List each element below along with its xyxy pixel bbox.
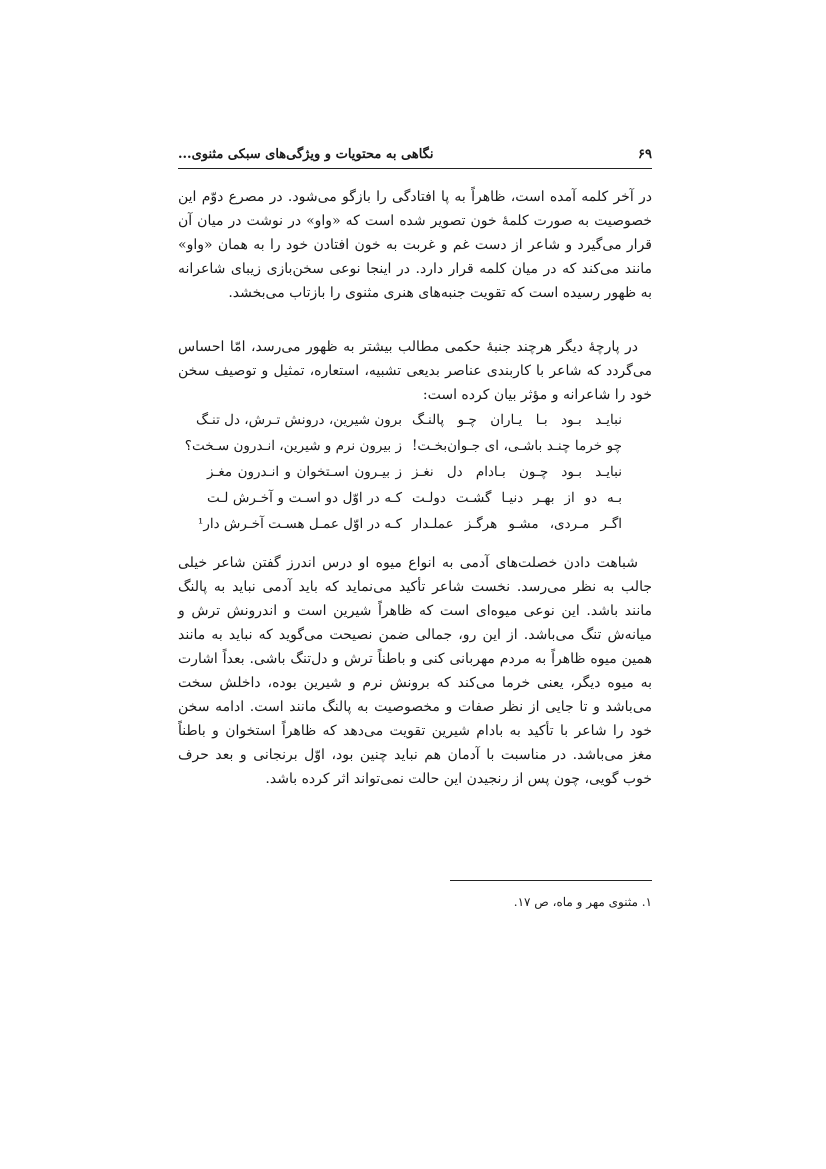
poem-hemistich-second: ز بیـرون اسـتخوان و انـدرون مغـز — [207, 464, 402, 480]
poem-hemistich-first: بـه دو از بهـر دنیـا گشـت دولـت — [412, 490, 622, 506]
poem-hemistich-first: نبایـد بـود چـون بـادام دل نغـز — [412, 464, 622, 480]
poem-hemistich-first: نبایـد بـود بـا یـاران چـو پالنـگ — [412, 412, 622, 428]
paragraph-2: در پارچهٔ دیگر هرچند جنبهٔ حکمی مطالب بیشتر به ظهور می‌رسد، امّا احساس می‌گردد که شاعر با کاربندی عناصر بدیعی تشبیه، استعاره، تمثیل و توصیف سخن خود را شاعرانه و مؤثر بیان کرده است: — [178, 339, 652, 403]
poem-hemistich-second: ز بیرون نرم و شیرین، انـدرون سـخت؟ — [184, 438, 402, 454]
page-number: ۶۹ — [638, 146, 652, 162]
poem-hemistich-second: کـه در اوّل عمـل هسـت آخـرش دار¹ — [197, 516, 402, 532]
header-divider — [178, 168, 652, 169]
book-page — [178, 0, 652, 1169]
footnote: ۱. مثنوی مهر و ماه، ص ۱۷. — [513, 895, 652, 909]
poem-hemistich-second: برون شیرین، درونش تـرش، دل تنـگ — [195, 412, 402, 428]
poem-block — [178, 412, 652, 542]
page-header — [178, 143, 652, 165]
poem-hemistich-second: کـه در اوّل دو اسـت و آخـرش لـت — [207, 490, 402, 506]
footnote-divider — [450, 880, 652, 881]
paragraph-1: در آخر کلمه آمده است، ظاهراً به پا افتادگی را بازگو می‌شود. در مصرع دوّم این خصوصیت به صورت کلمهٔ خون تصویر شده است که «واو» در نوشت در میان آن قرار می‌گیرد و شاعر از دست غم و غربت به خون افتادن خود را به همان «واو» مانند می‌کند که در میان کلمه قرار دارد. در اینجا نوعی سخن‌بازی زیبای شاعرانه به ظهور رسیده است که تقویت جنبه‌های هنری مثنوی را بازتاب می‌بخشد. — [178, 189, 652, 301]
running-title: نگاهی به محتویات و ویژگی‌های سبکی مثنوی... — [178, 146, 434, 162]
poem-hemistich-first: چو خرما چنـد باشـی، ای جـوان‌بخـت! — [412, 438, 622, 454]
paragraph-3: شباهت دادن خصلت‌های آدمی به انواع میوه او درس اندرز گفتن شاعر خیلی جالب به نظر می‌رسد. نخست شاعر تأکید می‌نماید که باید آدمی نباید به پالنگ مانند باشد. این نوعی میوه‌ای است که ظاهراً شیرین است و اندرونش ترش و میانه‌ش تنگ می‌باشد. از این رو، جمالی ضمن نصیحت می‌گوید که نباید به مانند همین میوه ظاهراً به مردم مهربانی کنی و باطناً ترش و دل‌تنگ باشی. بعداً اشارت به میوه دیگر، یعنی خرما می‌کند که برونش نرم و شیرین بوده، داخلش سخت می‌باشد و تا جایی از نظر صفات و مخصوصیت به پالنگ مانند است. ادامه سخن خود را شاعر با تأکید به بادام شیرین تقویت می‌دهد که ظاهراً استخوان و باطناً مغز می‌باشد. در مناسبت با آدمان هم نباید چنین بود، اوّل برنجانی و بعد حرف خوب گویی، چون پس از رنجیدن این حالت نمی‌تواند اثر کرده باشد. — [178, 555, 652, 787]
poem-couplet-5 — [178, 516, 652, 542]
poem-couplet-2 — [178, 438, 652, 464]
poem-hemistich-first: اگـر مـردی، مشـو هرگـز عملـدار — [412, 516, 622, 532]
poem-couplet-3 — [178, 464, 652, 490]
poem-couplet-1 — [178, 412, 652, 438]
poem-couplet-4 — [178, 490, 652, 516]
